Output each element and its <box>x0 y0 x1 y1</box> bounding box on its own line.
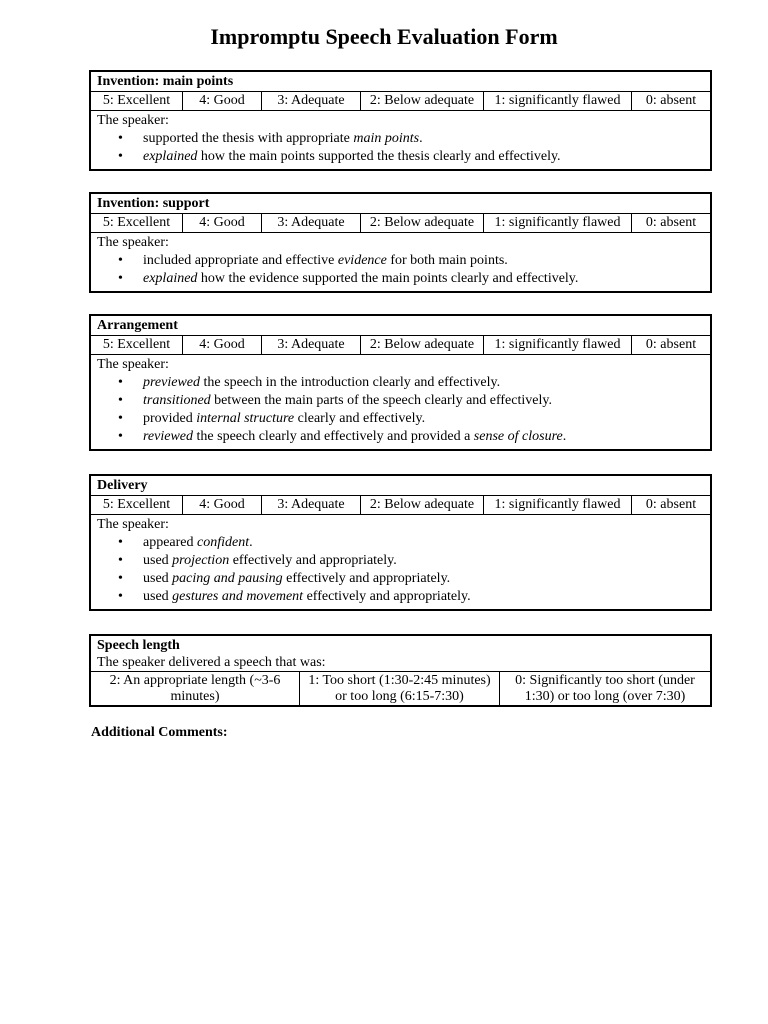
rating-2-below-adequate[interactable]: 2: Below adequate <box>361 214 484 232</box>
bullet-icon: • <box>118 553 123 568</box>
speaker-label: The speaker: <box>97 517 169 532</box>
criteria-list <box>91 534 710 609</box>
bullet-icon: • <box>118 131 123 146</box>
section-speech-length <box>89 634 712 707</box>
length-option-2[interactable]: 2: An appropriate length (~3-6 minutes) <box>91 672 300 705</box>
rating-1-significantly-flawed[interactable]: 1: significantly flawed <box>484 496 632 514</box>
rating-0-absent[interactable]: 0: absent <box>645 215 697 230</box>
criteria-list <box>91 130 710 169</box>
bullet-icon: • <box>118 393 123 408</box>
criterion: • previewed the speech in the introduction clearly and effectively. <box>118 375 501 390</box>
criterion: • used projection effectively and appropriately. <box>118 553 397 568</box>
rating-2-below-adequate[interactable]: 2: Below adequate <box>361 336 484 354</box>
speech-length-intro: The speaker delivered a speech that was: <box>97 655 326 670</box>
speech-length-options <box>91 671 710 705</box>
rating-0-absent[interactable]: 0: absent <box>645 337 697 352</box>
criterion: • provided internal structure clearly and effectively. <box>118 411 426 426</box>
section-arrangement <box>89 314 712 451</box>
page-title: Impromptu Speech Evaluation Form <box>210 24 558 49</box>
rating-row <box>91 495 710 515</box>
length-option-0[interactable]: 0: Significantly too short (under 1:30) or too long (over 7:30) <box>515 673 695 704</box>
bullet-icon: • <box>118 411 123 426</box>
rating-1-significantly-flawed[interactable]: 1: significantly flawed <box>484 214 632 232</box>
rating-3-adequate[interactable]: 3: Adequate <box>262 214 361 232</box>
section-title: Delivery <box>97 478 148 493</box>
rating-3-adequate[interactable]: 3: Adequate <box>262 336 361 354</box>
rating-3-adequate[interactable]: 3: Adequate <box>262 92 361 110</box>
rating-5-excellent[interactable]: 5: Excellent <box>91 92 183 110</box>
bullet-icon: • <box>118 571 123 586</box>
speaker-label: The speaker: <box>97 235 169 250</box>
rating-3-adequate[interactable]: 3: Adequate <box>262 496 361 514</box>
section-title: Speech length <box>97 638 180 653</box>
rating-5-excellent[interactable]: 5: Excellent <box>91 214 183 232</box>
criteria-list <box>91 252 710 291</box>
section-invention-main-points <box>89 70 712 171</box>
rating-5-excellent[interactable]: 5: Excellent <box>91 336 183 354</box>
section-title: Invention: main points <box>97 74 234 89</box>
criterion: • included appropriate and effective evidence for both main points. <box>118 253 508 268</box>
rating-row <box>91 335 710 355</box>
rating-4-good[interactable]: 4: Good <box>183 336 262 354</box>
criteria-list <box>91 374 710 449</box>
criterion: • appeared confident. <box>118 535 253 550</box>
criterion: • used pacing and pausing effectively and appropriately. <box>118 571 451 586</box>
criterion: • transitioned between the main parts of the speech clearly and effectively. <box>118 393 552 408</box>
section-title: Invention: support <box>97 196 210 211</box>
rating-2-below-adequate[interactable]: 2: Below adequate <box>361 496 484 514</box>
rating-2-below-adequate[interactable]: 2: Below adequate <box>361 92 484 110</box>
bullet-icon: • <box>118 535 123 550</box>
bullet-icon: • <box>118 271 123 286</box>
speaker-label: The speaker: <box>97 113 169 128</box>
length-option-1[interactable]: 1: Too short (1:30-2:45 minutes) or too long (6:15-7:30) <box>300 672 500 705</box>
section-delivery <box>89 474 712 611</box>
bullet-icon: • <box>118 375 123 390</box>
rating-row <box>91 213 710 233</box>
rating-4-good[interactable]: 4: Good <box>183 92 262 110</box>
criterion: • reviewed the speech clearly and effectively and provided a sense of closure. <box>118 429 567 444</box>
rating-row <box>91 91 710 111</box>
speaker-label: The speaker: <box>97 357 169 372</box>
rating-5-excellent[interactable]: 5: Excellent <box>91 496 183 514</box>
rating-1-significantly-flawed[interactable]: 1: significantly flawed <box>484 336 632 354</box>
rating-0-absent[interactable]: 0: absent <box>645 497 697 512</box>
rating-0-absent[interactable]: 0: absent <box>645 93 697 108</box>
criterion: • supported the thesis with appropriate main points. <box>118 131 423 146</box>
rating-4-good[interactable]: 4: Good <box>183 214 262 232</box>
bullet-icon: • <box>118 253 123 268</box>
criterion: • used gestures and movement effectively and appropriately. <box>118 589 471 604</box>
additional-comments-label: Additional Comments: <box>91 725 228 740</box>
section-invention-support <box>89 192 712 293</box>
bullet-icon: • <box>118 149 123 164</box>
criterion: • explained how the evidence supported the main points clearly and effectively. <box>118 271 579 286</box>
bullet-icon: • <box>118 589 123 604</box>
rating-4-good[interactable]: 4: Good <box>183 496 262 514</box>
section-title: Arrangement <box>97 318 178 333</box>
rating-1-significantly-flawed[interactable]: 1: significantly flawed <box>484 92 632 110</box>
criterion: • explained how the main points supported the thesis clearly and effectively. <box>118 149 561 164</box>
bullet-icon: • <box>118 429 123 444</box>
